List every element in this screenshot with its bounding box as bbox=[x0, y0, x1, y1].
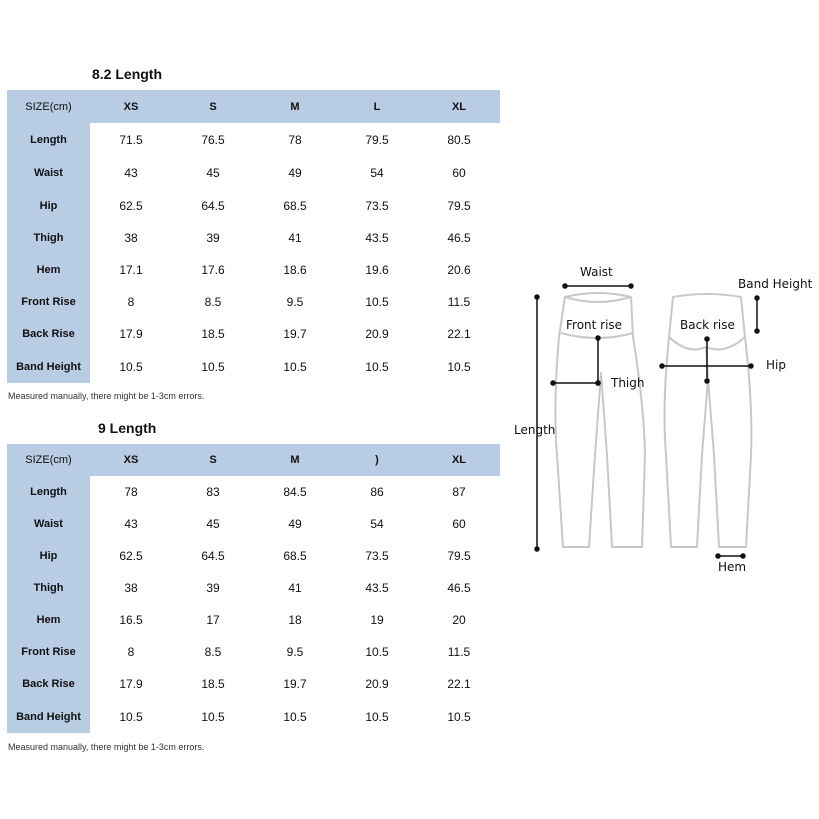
header-xs: XS bbox=[90, 444, 172, 476]
cell: 43 bbox=[124, 517, 138, 531]
cell: 10.5 bbox=[201, 359, 225, 374]
header-size-cm: SIZE(cm) bbox=[7, 444, 90, 476]
cell: 17.1 bbox=[119, 263, 143, 277]
cell: 73.5 bbox=[365, 198, 389, 213]
table-header-row bbox=[7, 444, 500, 476]
cell: 17 bbox=[206, 613, 220, 627]
cell: 43 bbox=[124, 165, 138, 180]
cell: 54 bbox=[370, 165, 384, 180]
header-s: S bbox=[172, 90, 254, 123]
cell: 45 bbox=[206, 165, 220, 180]
cell: 11.5 bbox=[447, 645, 471, 659]
header-s: S bbox=[172, 444, 254, 476]
cell: 49 bbox=[288, 517, 302, 531]
cell: 22.1 bbox=[447, 327, 471, 341]
cell: 18 bbox=[288, 613, 302, 627]
cell: 45 bbox=[206, 517, 220, 531]
cell: 79.5 bbox=[365, 132, 389, 147]
row-label: Length bbox=[7, 476, 90, 508]
cell: 43.5 bbox=[365, 581, 389, 595]
hip-label: Hip bbox=[766, 358, 786, 372]
row-label: Band Height bbox=[7, 350, 90, 383]
cell: 22.1 bbox=[447, 677, 471, 691]
cell: 73.5 bbox=[365, 549, 389, 563]
cell: 39 bbox=[206, 231, 220, 245]
cell: 11.5 bbox=[447, 295, 471, 309]
row-label: Length bbox=[7, 123, 90, 156]
waist-measure bbox=[563, 284, 633, 288]
cell: 78 bbox=[124, 485, 138, 499]
table-row bbox=[7, 350, 500, 383]
length-label: Length bbox=[514, 423, 556, 437]
row-label: Back Rise bbox=[7, 318, 90, 350]
row-label: Band Height bbox=[7, 700, 90, 733]
header-xl: XL bbox=[418, 90, 500, 123]
size-table-9-length bbox=[7, 444, 500, 733]
table-row bbox=[7, 123, 500, 156]
cell: 8 bbox=[127, 295, 135, 309]
cell: 62.5 bbox=[119, 549, 143, 563]
cell: 39 bbox=[206, 581, 220, 595]
row-label: Hip bbox=[7, 540, 90, 572]
cell: 76.5 bbox=[201, 132, 225, 147]
cell: 20.6 bbox=[447, 263, 471, 277]
table-row bbox=[7, 604, 500, 636]
band-height-label: Band Height bbox=[738, 277, 813, 291]
table-row bbox=[7, 476, 500, 508]
table-row bbox=[7, 668, 500, 700]
waist-label: Waist bbox=[580, 265, 613, 279]
header-m: M bbox=[254, 90, 336, 123]
cell: 18.5 bbox=[201, 327, 225, 341]
table-row bbox=[7, 636, 500, 668]
cell: 38 bbox=[124, 581, 138, 595]
cell: 79.5 bbox=[447, 198, 471, 213]
table-header-row bbox=[7, 90, 500, 123]
cell: 80.5 bbox=[447, 132, 471, 147]
cell: 71.5 bbox=[119, 132, 143, 147]
cell: 10.5 bbox=[119, 709, 143, 724]
cell: 19.6 bbox=[365, 263, 389, 277]
cell: 16.5 bbox=[119, 613, 143, 627]
cell: 68.5 bbox=[283, 549, 307, 563]
cell: 8 bbox=[127, 645, 135, 659]
cell: 64.5 bbox=[201, 198, 225, 213]
back-rise-label: Back rise bbox=[680, 318, 735, 332]
table-row bbox=[7, 189, 500, 222]
cell: 19 bbox=[370, 613, 384, 627]
size-table-8-2-length bbox=[7, 90, 500, 383]
cell: 10.5 bbox=[365, 645, 389, 659]
cell: 10.5 bbox=[283, 359, 307, 374]
row-label: Back Rise bbox=[7, 668, 90, 700]
table-row bbox=[7, 700, 500, 733]
row-label: Thigh bbox=[7, 222, 90, 254]
cell: 87 bbox=[452, 485, 466, 499]
cell: 38 bbox=[124, 231, 138, 245]
section2-title: 9 Length bbox=[98, 420, 157, 436]
header-l: ) bbox=[336, 444, 418, 476]
thigh-label: Thigh bbox=[611, 376, 645, 390]
cell: 17.9 bbox=[119, 327, 143, 341]
cell: 68.5 bbox=[283, 198, 307, 213]
header-xl: XL bbox=[418, 444, 500, 476]
cell: 20.9 bbox=[365, 677, 389, 691]
hem-measure bbox=[716, 554, 745, 558]
row-label: Front Rise bbox=[7, 636, 90, 668]
section1-title: 8.2 Length bbox=[92, 66, 163, 82]
cell: 20 bbox=[452, 613, 466, 627]
row-label: Waist bbox=[7, 156, 90, 189]
cell: 83 bbox=[206, 485, 220, 499]
cell: 10.5 bbox=[447, 709, 471, 724]
cell: 19.7 bbox=[283, 677, 307, 691]
table-row bbox=[7, 318, 500, 350]
cell: 19.7 bbox=[283, 327, 307, 341]
measurement-note: Measured manually, there might be 1-3cm errors. bbox=[8, 391, 205, 401]
table-row bbox=[7, 222, 500, 254]
cell: 49 bbox=[288, 165, 302, 180]
row-label: Thigh bbox=[7, 572, 90, 604]
cell: 10.5 bbox=[119, 359, 143, 374]
table-row bbox=[7, 286, 500, 318]
table-row bbox=[7, 572, 500, 604]
cell: 17.6 bbox=[201, 263, 225, 277]
row-label: Hip bbox=[7, 189, 90, 222]
cell: 54 bbox=[370, 517, 384, 531]
cell: 60 bbox=[452, 517, 466, 531]
cell: 9.5 bbox=[286, 295, 304, 309]
row-label: Front Rise bbox=[7, 286, 90, 318]
cell: 18.5 bbox=[201, 677, 225, 691]
row-label: Hem bbox=[7, 254, 90, 286]
cell: 8.5 bbox=[204, 645, 222, 659]
cell: 10.5 bbox=[201, 709, 225, 724]
cell: 17.9 bbox=[119, 677, 143, 691]
cell: 10.5 bbox=[365, 709, 389, 724]
cell: 10.5 bbox=[365, 359, 389, 374]
cell: 41 bbox=[288, 231, 302, 245]
cell: 8.5 bbox=[204, 295, 222, 309]
row-label: Waist bbox=[7, 508, 90, 540]
front-rise-measure bbox=[596, 336, 600, 385]
front-rise-label: Front rise bbox=[566, 318, 623, 332]
cell: 78 bbox=[288, 132, 302, 147]
cell: 20.9 bbox=[365, 327, 389, 341]
cell: 43.5 bbox=[365, 231, 389, 245]
hem-label: Hem bbox=[718, 560, 747, 574]
cell: 46.5 bbox=[447, 231, 471, 245]
band-height-measure bbox=[755, 296, 759, 333]
cell: 86 bbox=[370, 485, 384, 499]
cell: 79.5 bbox=[447, 549, 471, 563]
cell: 10.5 bbox=[283, 709, 307, 724]
measurement-note: Measured manually, there might be 1-3cm errors. bbox=[8, 742, 205, 752]
table-row bbox=[7, 540, 500, 572]
table-row bbox=[7, 156, 500, 189]
thigh-measure bbox=[551, 381, 600, 385]
cell: 18.6 bbox=[283, 263, 307, 277]
cell: 60 bbox=[452, 165, 466, 180]
row-label: Hem bbox=[7, 604, 90, 636]
header-m: M bbox=[254, 444, 336, 476]
cell: 84.5 bbox=[283, 485, 307, 499]
cell: 9.5 bbox=[286, 645, 304, 659]
header-l: L bbox=[336, 90, 418, 123]
header-size-cm: SIZE(cm) bbox=[7, 90, 90, 123]
cell: 62.5 bbox=[119, 198, 143, 213]
leggings-measurement-diagram bbox=[505, 255, 815, 585]
table-row bbox=[7, 254, 500, 286]
table-row bbox=[7, 508, 500, 540]
cell: 10.5 bbox=[447, 359, 471, 374]
header-xs: XS bbox=[90, 90, 172, 123]
cell: 46.5 bbox=[447, 581, 471, 595]
cell: 64.5 bbox=[201, 549, 225, 563]
cell: 10.5 bbox=[365, 295, 389, 309]
cell: 41 bbox=[288, 581, 302, 595]
